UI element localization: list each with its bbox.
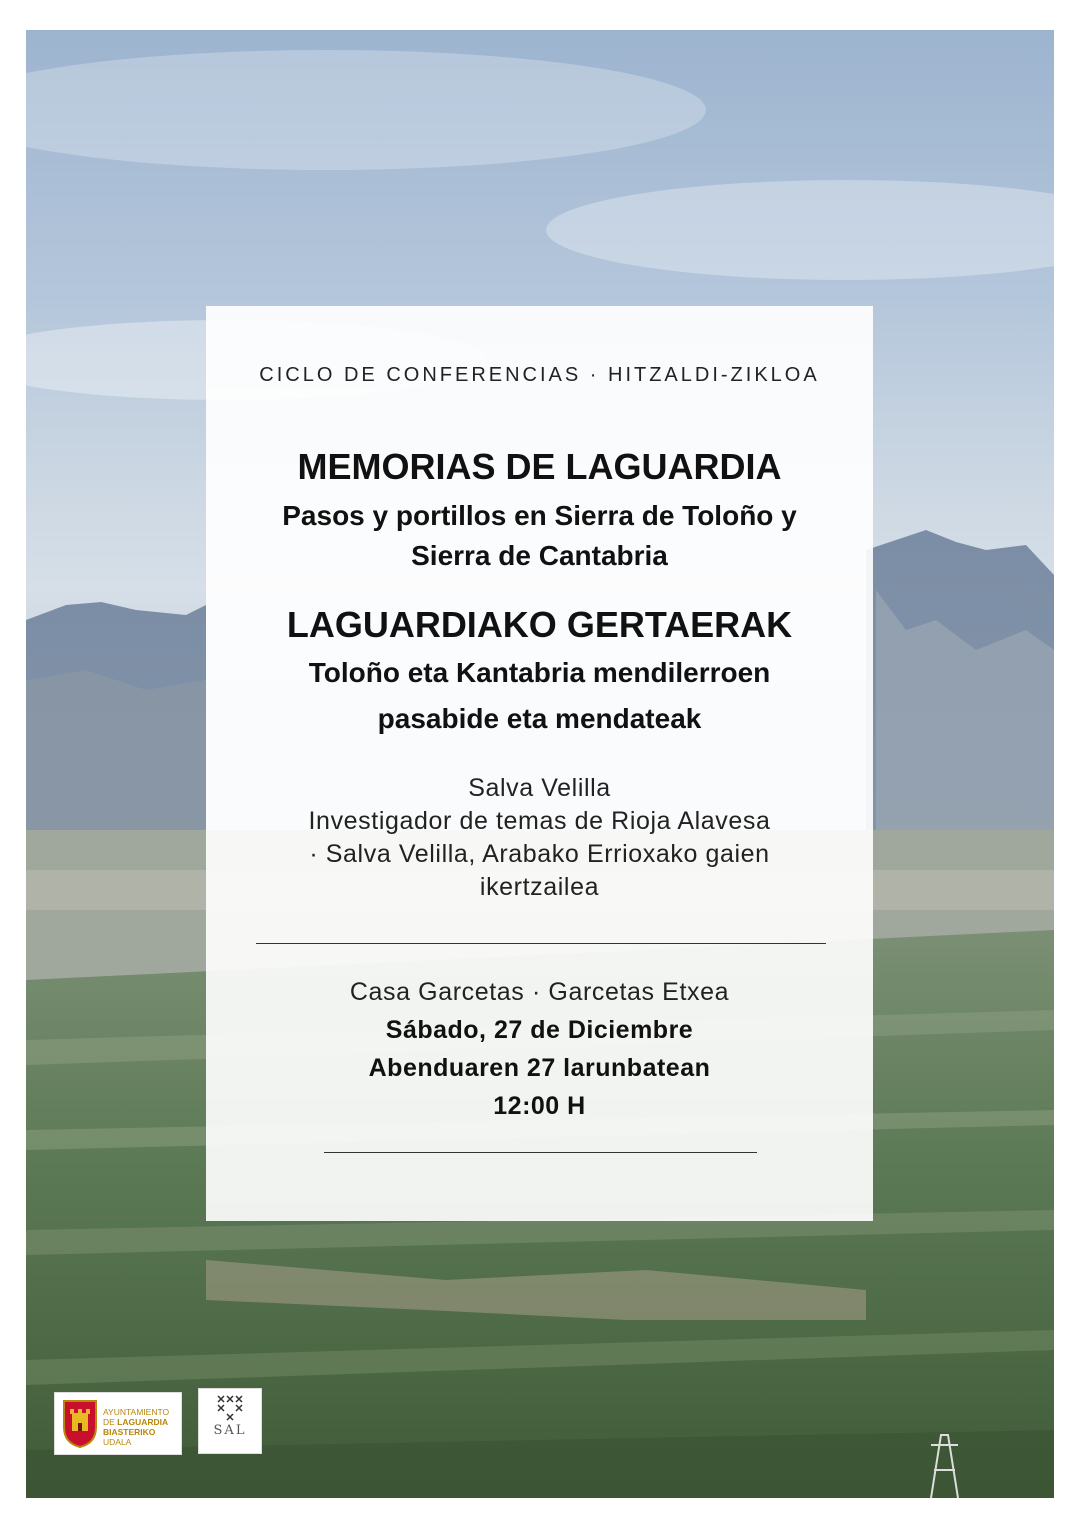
divider-top [256,943,826,944]
speaker-info [236,772,843,904]
date-spanish: Sábado, 27 de Diciembre [385,1016,694,1044]
speaker-role-eu-2: ikertzailea [479,873,600,901]
sal-association-logo [198,1388,262,1454]
subtitle-basque-line1: Toloño eta Kantabria mendilerroen [308,657,771,688]
council-logo-text [103,1407,169,1447]
venue: Casa Garcetas · Garcetas Etxea [349,978,730,1006]
title-spanish: MEMORIAS DE LAGUARDIA [297,446,782,487]
council-line2-name: LAGUARDIA [117,1417,169,1427]
council-line2-prefix: DE [103,1417,118,1427]
council-line3: BIASTERIKO [103,1427,156,1437]
info-panel [206,306,873,1221]
conference-cycle-label: CICLO DE CONFERENCIAS · HITZALDI-ZIKLOA [259,364,820,386]
speaker-name: Salva Velilla [468,774,611,802]
speaker-role-eu-1: · Salva Velilla, Arabako Errioxako gaien [309,840,770,868]
subtitle-basque-line2: pasabide eta mendateak [377,703,702,734]
speaker-role-es: Investigador de temas de Rioja Alavesa [308,807,771,835]
subtitle-basque [226,650,853,742]
title-basque: LAGUARDIAKO GERTAERAK [286,604,793,645]
sal-logo-text: SAL [213,1423,247,1438]
event-time: 12:00 H [493,1092,586,1120]
knot-pattern-icon [215,1393,245,1423]
council-line2 [103,1417,169,1427]
shield-icon [60,1397,100,1449]
laguardia-council-logo [54,1392,182,1455]
subtitle-spanish [226,496,853,576]
date-basque: Abenduaren 27 larunbatean [368,1054,711,1082]
subtitle-spanish-line1: Pasos y portillos en Sierra de Toloño y [282,500,797,531]
council-line1: AYUNTAMIENTO [103,1407,170,1417]
divider-bottom [324,1152,757,1153]
council-line4: UDALA [103,1437,132,1447]
subtitle-spanish-line2: Sierra de Cantabria [411,540,668,571]
